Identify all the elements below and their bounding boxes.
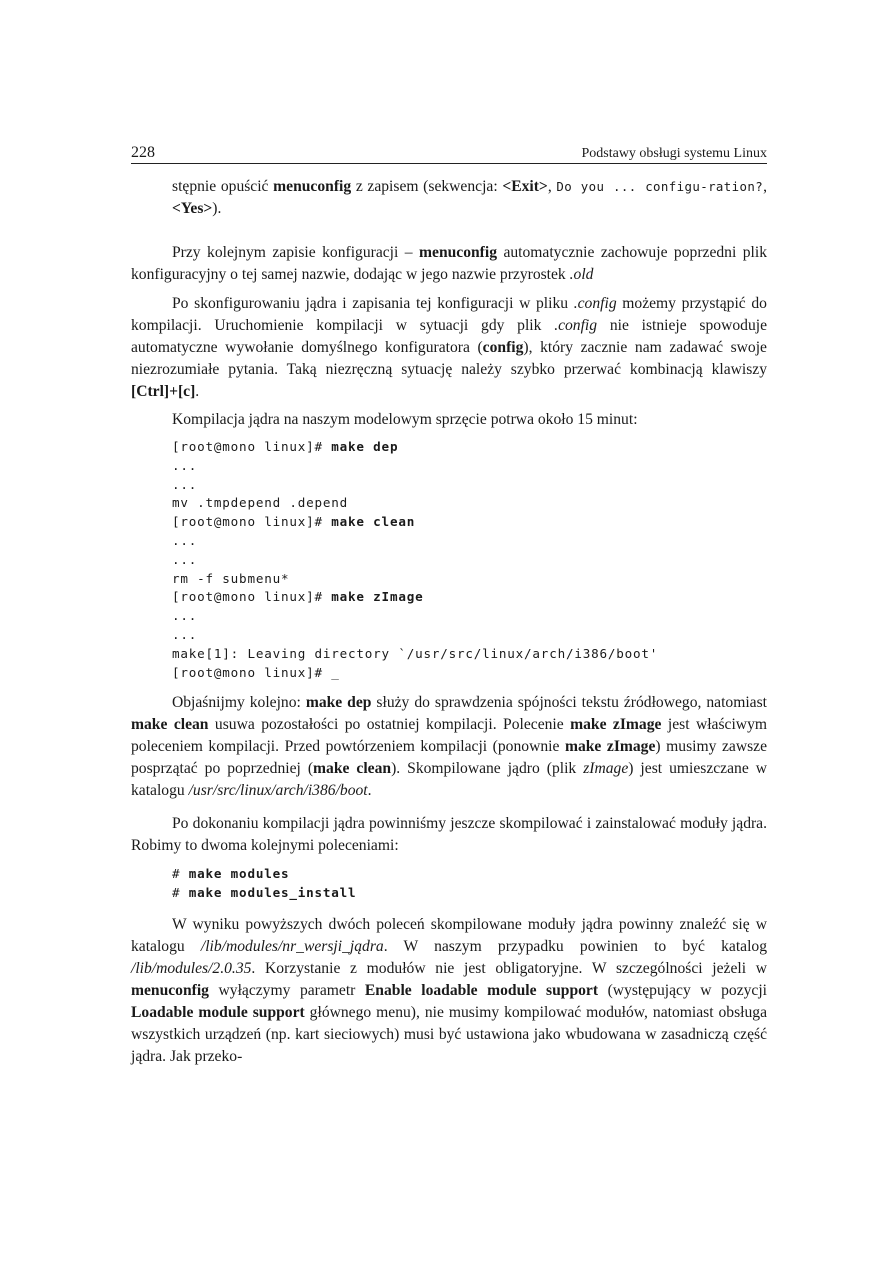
code-line: ... xyxy=(172,626,198,642)
paragraph-compile-time: Kompilacja jądra na naszym modelowym sprzęcie potrwa około 15 minut: xyxy=(172,411,638,428)
paragraph-old-suffix: Przy kolejnym zapisie konfiguracji – menuconfig automatycznie zachowuje poprzedni plik konfiguracyjny o tej samej nazwie, dodając w jego nazwie przyrostek .old xyxy=(131,244,767,283)
paragraph-exit-sequence: stępnie opuścić menuconfig z zapisem (sekwencja: <Exit>, Do you ... configu-ration?, <Yes>). xyxy=(172,178,768,217)
code-line: [root@mono linux]# make zImage xyxy=(172,589,424,605)
paragraph-modules-intro: Po dokonaniu kompilacji jądra powinniśmy jeszcze skompilować i zainstalować moduły jądra. Robimy to dwoma kolejnymi poleceniami: xyxy=(131,815,767,855)
code-block-compile xyxy=(172,438,767,682)
code-line: rm -f submenu* xyxy=(172,570,290,586)
paragraph-compile-start: Po skonfigurowaniu jądra i zapisania tej konfiguracji w pliku .config możemy przystąpić do kompilacji. Uruchomienie kompilacji w sytuacji gdy plik .config nie istnieje spowoduje automatyczne wywołanie domyślnego konfiguratora (config), który zacznie nam zadawać swoje niezrozumiałe pytania. Taką niezręczną sytuację należy szybko przerwać kombinacją klawiszy [Ctrl]+[c]. xyxy=(131,295,767,400)
code-line: ... xyxy=(172,457,198,473)
code-line: [root@mono linux]# make clean xyxy=(172,514,416,530)
code-line: ... xyxy=(172,608,198,624)
paragraph-make-explanation: Objaśnijmy kolejno: make dep służy do sprawdzenia spójności tekstu źródłowego, natomiast make clean usuwa pozostałości po ostatniej kompilacji. Polecenie make zImage jest właściwym poleceniem kompilacji. Przed powtórzeniem kompilacji (ponownie make zImage) musimy zawsze posprzątać po poprzedniej (make clean). Skompilowane jądro (plik zImage) jest umieszczane w katalogu /usr/src/linux/arch/i386/boot. xyxy=(131,694,767,800)
code-line: [root@mono linux]# make dep xyxy=(172,439,399,454)
paragraph-modules-location: W wyniku powyższych dwóch poleceń skompilowane moduły jądra powinny znaleźć się w katalogu /lib/modules/nr_wersji_jądra. W naszym przypadku powinien to być katalog /lib/modules/2.0.35. Korzystanie z modułów nie jest obligatoryjne. W szczególności jeżeli w menuconfig wyłączymy parametr Enable loadable module support (występujący w pozycji Loadable module support głównego menu), nie musimy kompilować modułów, natomiast obsługa wszystkich urządzeń (np. kart sieciowych) musi być ustawiona jako wbudowana w zasadniczą część jądra. Jak przeko- xyxy=(131,915,768,1065)
code-line: ... xyxy=(172,551,198,567)
code-block-modules xyxy=(172,865,767,903)
code-line: ... xyxy=(172,476,198,492)
code-line: [root@mono linux]# _ xyxy=(172,664,340,680)
code-line: ... xyxy=(172,532,198,548)
code-line: # make modules xyxy=(172,866,290,882)
page-number: 228 xyxy=(131,144,155,161)
page-header xyxy=(131,136,767,164)
code-line: make[1]: Leaving directory `/usr/src/linux/arch/i386/boot' xyxy=(172,645,659,661)
running-title: Podstawy obsługi systemu Linux xyxy=(581,146,767,161)
book-page xyxy=(131,136,767,1068)
code-line: mv .tmpdepend .depend xyxy=(172,495,349,511)
code-line: # make modules_install xyxy=(172,885,357,901)
